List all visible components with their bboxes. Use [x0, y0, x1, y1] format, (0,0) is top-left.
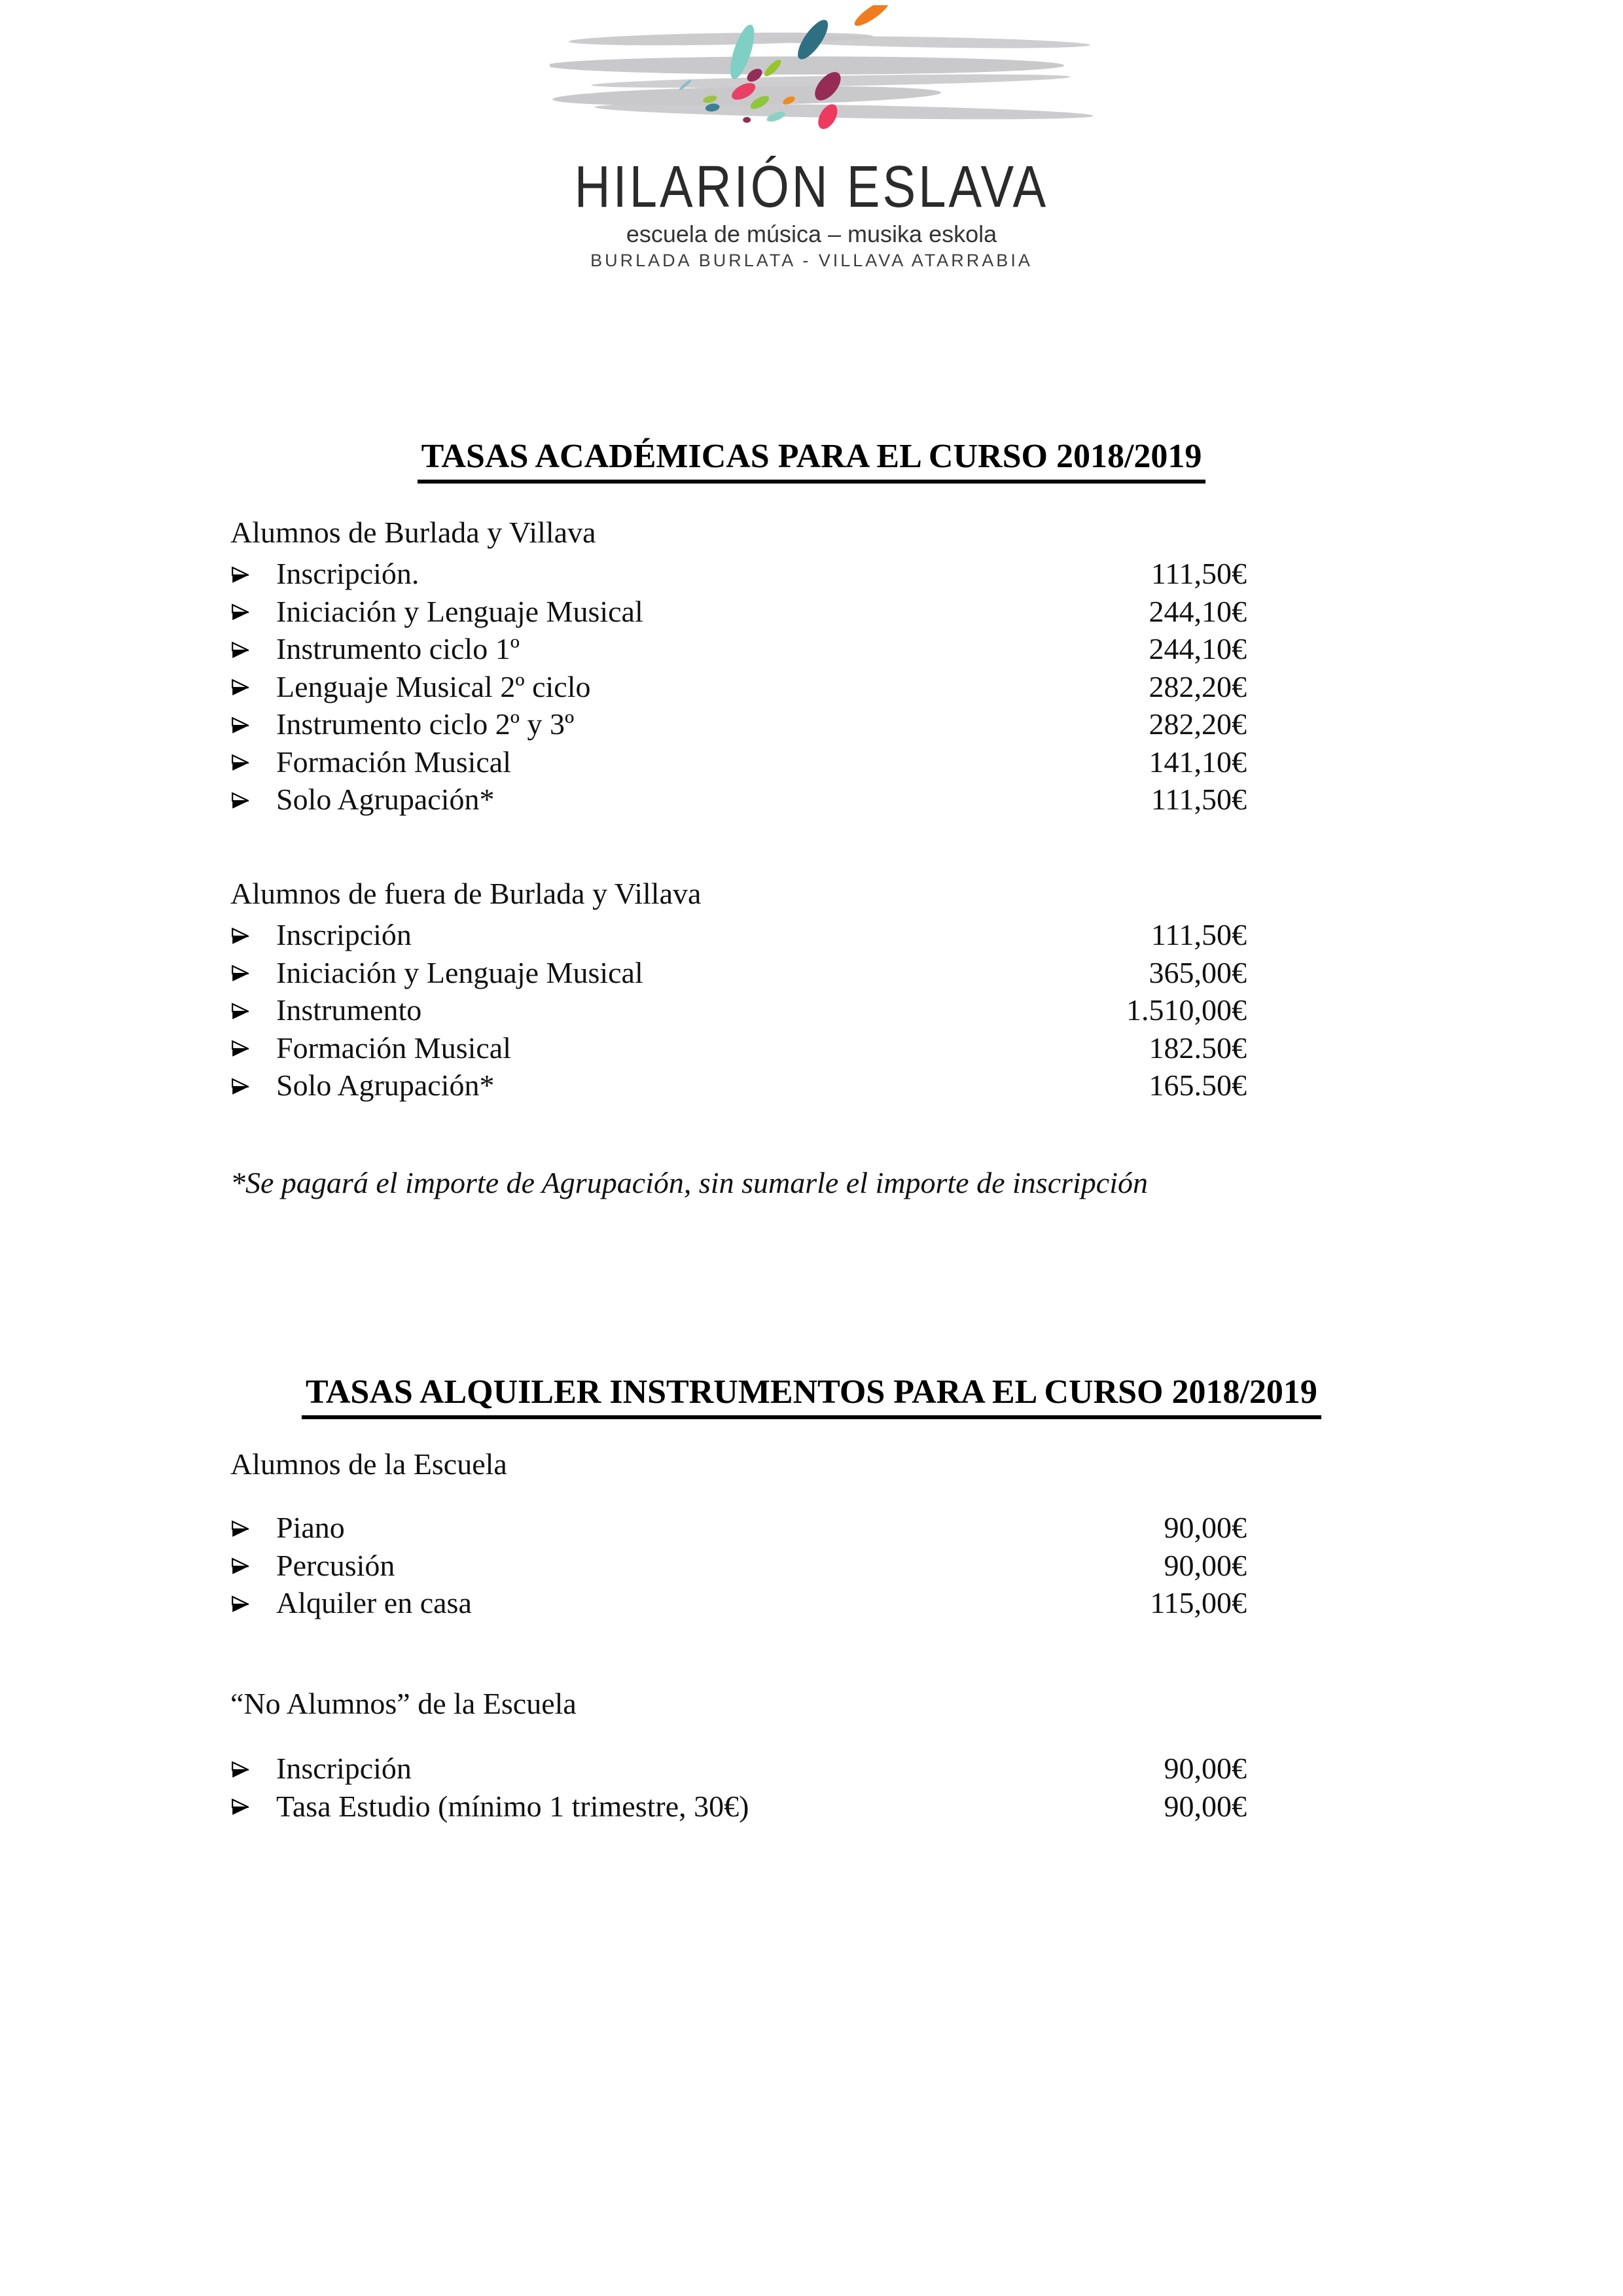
school-subtitle: escuela de música – musika eskola [626, 221, 997, 247]
fee-price: 90,00€ [1164, 1548, 1247, 1582]
section-title-academic-fees [0, 437, 1623, 484]
fee-list-alumnos-fuera [230, 916, 1247, 1104]
fee-row [230, 705, 1247, 743]
arrowhead-bullet-icon [230, 1556, 251, 1577]
fee-price: 165.50€ [1149, 1069, 1247, 1103]
fee-price: 1.510,00€ [1126, 993, 1247, 1027]
fee-price: 365,00€ [1149, 955, 1247, 989]
arrowhead-bullet-icon [230, 1076, 251, 1097]
group-heading-no-alumnos: “No Alumnos” de la Escuela [230, 1687, 577, 1720]
fee-row [230, 781, 1247, 819]
fee-price: 115,00€ [1150, 1586, 1247, 1620]
fee-label: Formación Musical [276, 1031, 511, 1065]
arrowhead-bullet-icon [230, 1038, 251, 1059]
fee-row [230, 630, 1247, 668]
arrowhead-bullet-icon [230, 715, 251, 736]
section-title-instrument-rental [0, 1373, 1623, 1419]
fee-label: Iniciación y Lenguaje Musical [276, 955, 643, 989]
fee-list-no-alumnos [230, 1750, 1247, 1825]
section-title-text: TASAS ACADÉMICAS PARA EL CURSO 2018/2019 [418, 437, 1206, 484]
fee-label: Percusión [276, 1548, 395, 1582]
group-heading-alumnos-fuera: Alumnos de fuera de Burlada y Villava [230, 877, 702, 910]
fee-price: 90,00€ [1164, 1511, 1247, 1545]
fee-price: 111,50€ [1150, 918, 1247, 952]
school-location: BURLADA BURLATA - VILLAVA ATARRABIA [590, 251, 1033, 270]
fee-price: 244,10€ [1149, 632, 1247, 666]
school-name: HILARIÓN ESLAVA [574, 154, 1049, 220]
fee-price: 282,20€ [1149, 707, 1247, 741]
arrowhead-bullet-icon [230, 1759, 251, 1780]
fee-row [230, 1750, 1247, 1788]
arrowhead-bullet-icon [230, 926, 251, 947]
fee-label: Iniciación y Lenguaje Musical [276, 594, 643, 628]
fee-row [230, 1547, 1247, 1585]
arrowhead-bullet-icon [230, 1001, 251, 1022]
arrowhead-bullet-icon [230, 565, 251, 586]
fee-label: Solo Agrupación* [276, 1069, 495, 1103]
fee-row [230, 1584, 1247, 1622]
fee-label: Tasa Estudio (mínimo 1 trimestre, 30€) [276, 1789, 749, 1823]
fee-row [230, 1788, 1247, 1826]
fee-label: Piano [276, 1511, 345, 1545]
arrowhead-bullet-icon [230, 1519, 251, 1540]
fee-label: Inscripción [276, 918, 412, 952]
arrowhead-bullet-icon [230, 1594, 251, 1615]
fee-label: Instrumento ciclo 2º y 3º [276, 707, 575, 741]
fee-label: Alquiler en casa [276, 1586, 472, 1620]
fee-price: 111,50€ [1150, 783, 1247, 817]
fee-price: 282,20€ [1149, 669, 1247, 703]
arrowhead-bullet-icon [230, 640, 251, 661]
group-heading-alumnos-escuela: Alumnos de la Escuela [230, 1447, 507, 1481]
fee-row [230, 593, 1247, 631]
arrowhead-bullet-icon [230, 602, 251, 623]
fee-row [230, 743, 1247, 781]
school-logo-graphic-icon [550, 5, 1093, 135]
fee-label: Instrumento ciclo 1º [276, 632, 520, 666]
fee-row [230, 555, 1247, 593]
fee-price: 182.50€ [1149, 1031, 1247, 1065]
fee-row [230, 954, 1247, 992]
fee-row [230, 668, 1247, 706]
fee-list-alumnos-escuela [230, 1509, 1247, 1622]
group-heading-alumnos-burlada: Alumnos de Burlada y Villava [230, 516, 596, 549]
fee-row [230, 1509, 1247, 1547]
arrowhead-bullet-icon [230, 963, 251, 984]
fee-label: Solo Agrupación* [276, 783, 495, 817]
agrupacion-footnote: *Se pagará el importe de Agrupación, sin sumarle el importe de inscripción [230, 1166, 1148, 1199]
fee-price: 244,10€ [1149, 594, 1247, 628]
fee-label: Lenguaje Musical 2º ciclo [276, 669, 591, 703]
arrowhead-bullet-icon [230, 752, 251, 773]
arrowhead-bullet-icon [230, 677, 251, 698]
fee-price: 141,10€ [1149, 745, 1247, 779]
section-title-text: TASAS ALQUILER INSTRUMENTOS PARA EL CURSO 2018/2019 [302, 1373, 1321, 1419]
fee-row [230, 1029, 1247, 1067]
fee-label: Inscripción. [276, 557, 419, 591]
fee-row [230, 991, 1247, 1029]
fee-price: 90,00€ [1164, 1752, 1247, 1786]
fee-label: Inscripción [276, 1752, 412, 1786]
fee-label: Instrumento [276, 993, 422, 1027]
fee-label: Formación Musical [276, 745, 511, 779]
fee-price: 90,00€ [1164, 1789, 1247, 1823]
arrowhead-bullet-icon [230, 790, 251, 811]
fee-list-alumnos-burlada [230, 555, 1247, 819]
fee-price: 111,50€ [1150, 557, 1247, 591]
arrowhead-bullet-icon [230, 1797, 251, 1818]
fee-row [230, 916, 1247, 954]
fee-row [230, 1067, 1247, 1104]
